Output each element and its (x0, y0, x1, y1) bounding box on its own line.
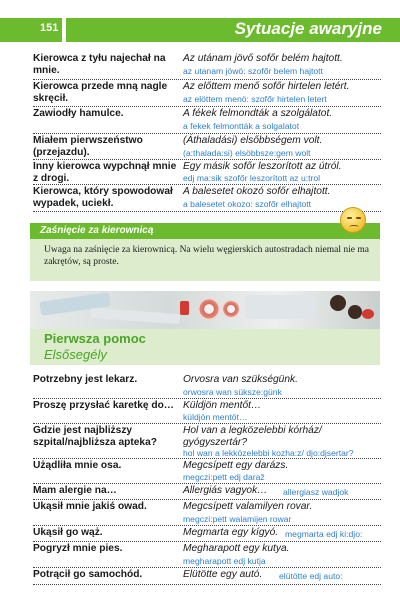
pronunciation: elütötte edj auto: (279, 571, 343, 581)
polish-phrase: Gdzie jest najbliższy szpital/najbliższa apteka? (33, 425, 157, 448)
table-row (33, 459, 381, 484)
hungarian-phrase: A fékek felmondták a szolgálatot. (183, 108, 333, 119)
hungarian-phrase: Hol van a legközelebbi kórház/ gyógyszertár? (183, 425, 322, 448)
polish-phrase: Mam alergie na… (33, 485, 117, 496)
table-row (33, 542, 381, 568)
emoji-eye (356, 217, 361, 219)
section-header (30, 329, 380, 365)
table-row (33, 373, 381, 399)
hungarian-phrase: Orvosra van szükségünk. (183, 374, 298, 385)
table-row (33, 399, 381, 424)
section-title-hungarian: Elsősegély (44, 347, 107, 362)
hungarian-phrase: Megcsípett egy darázs. (183, 460, 289, 471)
polish-phrase: Potrącił go samochód. (33, 569, 143, 580)
polish-phrase: Proszę przysłać karetkę do… (33, 400, 174, 411)
table-row (33, 52, 381, 80)
hungarian-phrase: Megharapott egy kutya. (183, 543, 290, 554)
pronunciation: allergiasz wadjok (283, 487, 349, 497)
polish-phrase: Zawiodły hamulce. (33, 108, 124, 119)
tip-box-header (30, 223, 380, 239)
pronunciation: megharapott edj kutja (183, 556, 266, 566)
pronunciation: megczi:pett walamijen rowar (183, 514, 292, 524)
table-row (33, 500, 381, 526)
table-row (33, 484, 381, 500)
pronunciation: az elöttem menö: szofőr hirtelen letert (183, 94, 327, 104)
table-row (33, 185, 381, 212)
photo-cap (180, 301, 189, 315)
polish-phrase: Inny kierowca wypchnął mnie z drogi. (33, 161, 177, 184)
photo-object (348, 305, 362, 319)
tip-box-title: Zaśnięcie za kierownicą (40, 225, 154, 236)
photo-object (330, 295, 346, 311)
hungarian-phrase: Egy másik sofőr leszorított az útról. (183, 161, 342, 172)
pronunciation: edj ma:sik szofőr leszorított az u:trol (183, 173, 321, 183)
pronunciation: hol wan a lekközelebbi kozha:z/ djo:djsertar? (183, 448, 354, 458)
first-aid-photo (30, 291, 380, 329)
polish-phrase: Kierowca, który spowodował wypadek, uciekł. (33, 186, 173, 209)
hungarian-phrase: Az utánam jövő sofőr belém hajtott. (183, 53, 343, 64)
polish-phrase: Kierowca z tyłu najechał na mnie. (33, 53, 166, 76)
emoji-mouth (349, 225, 359, 229)
pronunciation: az utanam jöwö: szofőr belem hajtott (183, 66, 323, 76)
phrase-table-top (33, 52, 381, 212)
polish-phrase: Ukąsił go wąż. (33, 527, 103, 538)
hungarian-phrase: Megmarta egy kígyó. (183, 527, 279, 538)
section-title-polish: Pierwsza pomoc (44, 331, 146, 346)
chapter-title: Sytuacje awaryjne (234, 19, 382, 38)
pronunciation: (a:thalada:si) elsöbbsze:gem wolt (183, 148, 311, 158)
phrase-table-bottom (33, 373, 381, 585)
photo-box (245, 295, 315, 319)
photo-tube (90, 308, 180, 324)
hungarian-phrase: A balesetet okozó sofőr elhajtott. (183, 186, 331, 197)
polish-phrase: Potrzebny jest lekarz. (33, 374, 138, 385)
sleepy-face-icon (340, 207, 366, 233)
table-row (33, 160, 381, 185)
pronunciation: megmarta edj ki:djo: (285, 529, 363, 539)
polish-phrase: Ukąsił mnie jakiś owad. (33, 501, 147, 512)
hungarian-phrase: Elütötte egy autó. (183, 569, 263, 580)
emoji-eye (347, 217, 352, 219)
hungarian-phrase: Megcsípett valamilyen rovar. (183, 501, 313, 512)
page-header (0, 18, 400, 42)
polish-phrase: Pogryzł mnie pies. (33, 543, 123, 554)
hungarian-phrase: (Áthaladási) elsőbbségem volt. (183, 135, 323, 146)
pronunciation: orwosra wan süksze:günk (183, 387, 282, 397)
polish-phrase: Kierowca przede mną nagle skręcił. (33, 81, 168, 104)
polish-phrase: Użądliła mnie osa. (33, 460, 122, 471)
pronunciation: a fekek felmontták a solgalatot (183, 121, 300, 131)
photo-object (362, 309, 374, 319)
table-row (33, 134, 381, 160)
tip-box-text: Uwaga na zaśnięcie za kierownicą. Na wielu węgierskich autostradach niemal nie ma zakrętów, są proste. (44, 245, 369, 267)
table-row (33, 107, 381, 134)
hungarian-phrase: Küldjön mentőt… (183, 400, 262, 411)
table-row (33, 568, 381, 585)
header-divider (62, 18, 66, 42)
table-row (33, 526, 381, 542)
page-number: 151 (40, 22, 59, 34)
pronunciation: küldjön mentöt… (183, 412, 248, 422)
table-row (33, 80, 381, 107)
photo-tape-roll (198, 298, 220, 320)
tip-box (30, 223, 380, 281)
polish-phrase: Miałem pierwszeństwo (przejazdu). (33, 135, 143, 158)
photo-tape-roll (222, 300, 240, 318)
pronunciation: a balesetet okozo: szofőr elhajtott (183, 199, 312, 209)
table-row (33, 424, 381, 459)
hungarian-phrase: Az előttem menő sofőr hirtelen letért. (183, 81, 350, 92)
hungarian-phrase: Allergiás vagyok… (183, 485, 268, 496)
pronunciation: megczi:pett edj daraž (183, 472, 265, 482)
